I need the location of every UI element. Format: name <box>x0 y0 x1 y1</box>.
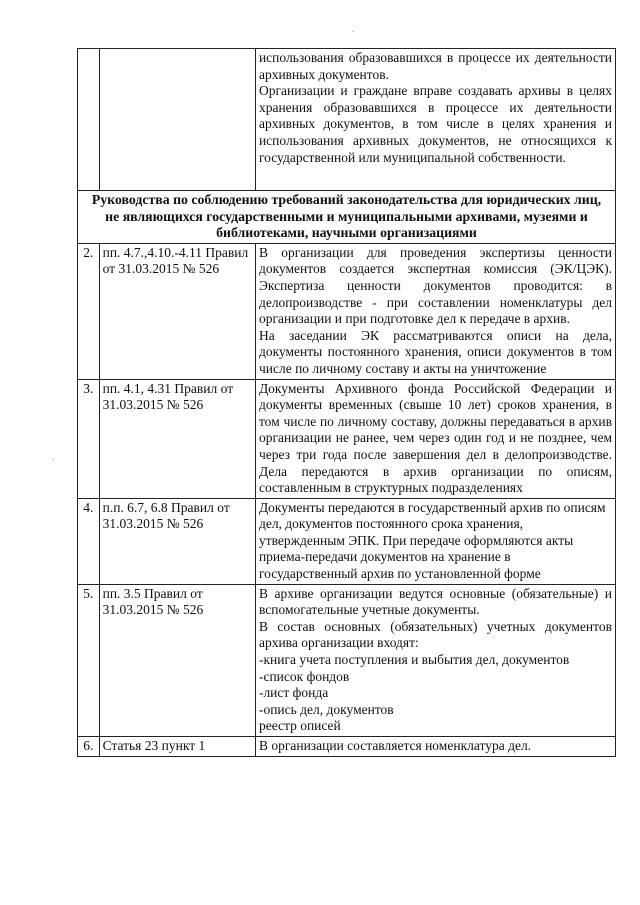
table-row <box>78 243 616 379</box>
requirement-text-cell <box>255 379 615 498</box>
row-number: 4. <box>78 498 100 584</box>
requirement-paragraph: В организации для проведения экспертизы ценности документов создается экспертная комиссия (ЭК/ЦЭК). Экспертиза ценности документов проводится: в делопроизводстве - при составлении номенклатуры дел организации и при подготовке дел к передаче в архив. <box>258 244 612 327</box>
requirement-text-cell <box>255 243 615 379</box>
requirement-list-item: -лист фонда <box>258 685 329 701</box>
legal-reference: пп. 4.1, 4.31 Правил от 31.03.2015 № 526 <box>99 379 255 498</box>
table-row <box>78 379 616 498</box>
row-number-cell <box>78 49 100 191</box>
requirements-table <box>77 48 616 757</box>
row-number: 3. <box>78 379 100 498</box>
table-row <box>78 49 616 191</box>
section-heading: Руководства по соблюдению требований законодательства для юридических лиц, не являющихся государственными и муниципальными архивами, музеями и библиотеками, научными организациями <box>78 191 616 244</box>
section-heading-row <box>78 191 616 244</box>
requirement-text-cell <box>255 584 615 736</box>
row-number: 6. <box>78 737 100 757</box>
legal-reference: пп. 3.5 Правил от 31.03.2015 № 526 <box>99 584 255 736</box>
row-number: 2. <box>78 243 100 379</box>
requirement-paragraph: В организации составляется номенклатура дел. <box>258 738 532 753</box>
table-row <box>78 498 616 584</box>
requirement-text-cell <box>255 737 615 757</box>
table-row <box>78 584 616 736</box>
requirement-list-item: реестр описей <box>258 718 341 734</box>
legal-reference: Статья 23 пункт 1 <box>99 737 255 757</box>
reference-cell <box>99 49 255 191</box>
requirement-paragraph: В архиве организации ведутся основные (обязательные) и вспомогательные учетные документы. <box>258 585 612 618</box>
requirement-paragraph: На заседании ЭК рассматриваются описи на дела, документы постоянного хранения, описи документов в том числе по личному составу и акты на уничтожение <box>258 327 612 376</box>
requirement-list-item: -книга учета поступления и выбытия дел, документов <box>258 652 570 668</box>
scan-mark: . <box>52 452 55 463</box>
legal-reference: п.п. 6.7, 6.8 Правил от 31.03.2015 № 526 <box>99 498 255 584</box>
requirement-paragraph: использования образовавшихся в процессе их деятельности архивных документов. <box>258 50 612 82</box>
requirement-paragraph: В состав основных (обязательных) учетных документов архива организации входят: <box>258 618 612 651</box>
requirement-text-cell <box>255 498 615 584</box>
row-number: 5. <box>78 584 100 736</box>
scan-mark: . <box>352 24 355 35</box>
requirement-paragraph: Документы Архивного фонда Российской Федерации и документы временных (свыше 10 лет) сроков хранения, в том числе по личному составу, должны передаваться в архив организации не ранее, чем через один год и не позднее, чем через три года после завершения дел в делопроизводстве. Дела передаются в архив организации по описям, составленным в структурных подразделениях <box>258 380 612 496</box>
legal-reference: пп. 4.7.,4.10.-4.11 Правил от 31.03.2015 № 526 <box>99 243 255 379</box>
requirement-text-cell <box>255 49 615 191</box>
requirement-paragraph: Организации и граждане вправе создавать архивы в целях хранения образовавшихся в процессе их деятельности архивных документов, в том числе в целях хранения и использования архивных документов, не относящихся к государственной или муниципальной собственности. <box>258 83 612 165</box>
requirement-list-item: -список фондов <box>258 668 350 684</box>
requirement-paragraph: Документы передаются в государственный архив по описям дел, документов постоянного срока хранения, утвержденным ЭПК. При передаче оформляются акты приема-передачи документов на хранение в государственный архив по установленной форме <box>258 499 606 582</box>
table-row <box>78 737 616 757</box>
requirement-list-item: -опись дел, документов <box>258 701 394 717</box>
